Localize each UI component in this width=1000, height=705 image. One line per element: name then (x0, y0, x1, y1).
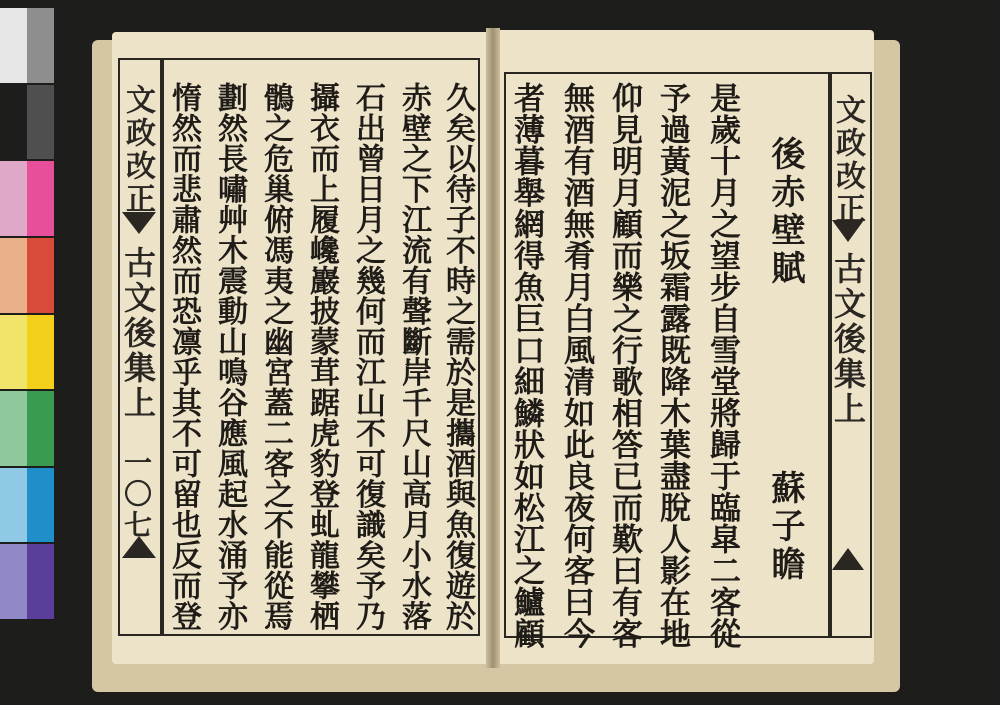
left-column-2: 赤壁之下江流有聲斷岸千尺山高月小水落 (396, 82, 431, 631)
calibration-patch (0, 468, 27, 543)
right-column-1: 是歲十月之望步自雪堂將歸于臨皐二客從 (704, 82, 740, 649)
left-column-6: 劃然長嘯艸木震動山鳴谷應風起水涌予亦 (212, 82, 247, 631)
right-hanshin-title: 古文後集上 (829, 252, 867, 427)
calibration-patch (27, 391, 54, 466)
right-column-3: 仰見明月顧而樂之行歌相答已而歎曰有客 (606, 82, 642, 649)
left-hanshin-top: 文政改正 (120, 84, 155, 216)
left-hanshin-folio: 一〇七 (120, 448, 153, 541)
left-column-1: 久矣以待子不時之需於是攜酒與魚復遊於 (440, 82, 475, 631)
poem-author: 蘇子瞻 (765, 470, 805, 584)
calibration-patch (0, 238, 27, 313)
left-fishtail (122, 212, 156, 234)
right-column-5: 者薄暮舉網得魚巨口細鱗狀如松江之鱸顧 (508, 82, 544, 649)
book-gutter (486, 28, 500, 668)
right-column-4: 無酒有酒無肴月白風清如此良夜何客曰今 (558, 82, 594, 649)
color-calibration-strip (0, 0, 54, 705)
calibration-patch (27, 468, 54, 543)
calibration-patch (27, 161, 54, 236)
left-column-7: 惰然而悲肅然而恐凛乎其不可留也反而登 (166, 82, 201, 631)
left-column-3: 石出曾日月之幾何而江山不可復識矣予乃 (350, 82, 385, 631)
calibration-patch (0, 161, 27, 236)
left-column-5: 鶻之危巢俯馮夷之幽宮蓋二客之不能從焉 (258, 82, 293, 631)
calibration-patch (27, 544, 54, 619)
calibration-patch (0, 544, 27, 619)
left-hanshin-title: 古文後集上 (119, 246, 157, 421)
calibration-patch (27, 238, 54, 313)
calibration-patch (27, 315, 54, 390)
right-column-2: 予過黃泥之坂霜露既降木葉盡脫人影在地 (654, 82, 690, 649)
left-fishtail-bottom (122, 536, 156, 558)
right-fishtail-bottom (832, 548, 864, 570)
calibration-patch (0, 315, 27, 390)
right-fishtail (832, 220, 864, 242)
calibration-patch (27, 8, 54, 83)
left-column-4: 攝衣而上履巉巖披蒙茸踞虎豹登虬龍攀栖 (304, 82, 339, 631)
right-hanshin-top: 文政改正 (830, 94, 865, 226)
calibration-patch (0, 391, 27, 466)
poem-title: 後赤壁賦 (765, 136, 805, 288)
calibration-patch (27, 85, 54, 160)
calibration-patch (0, 8, 27, 83)
